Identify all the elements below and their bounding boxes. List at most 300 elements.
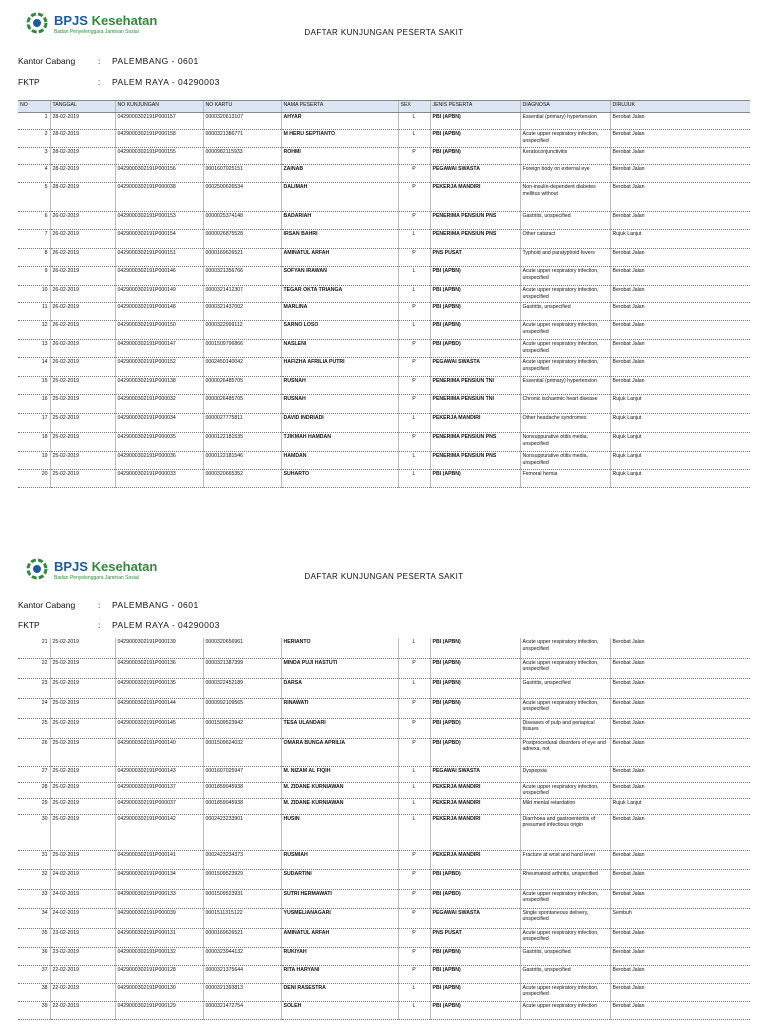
- row-nama-peserta: DALIMAH: [281, 183, 398, 212]
- row-sex: P: [398, 183, 430, 212]
- table-row: [18, 414, 750, 433]
- row-sex: P: [398, 249, 430, 267]
- col-header-no-kartu: NO KARTU: [203, 101, 281, 113]
- row-diagnosa: Gastritis, unspecified: [520, 947, 610, 965]
- row-tanggal: 25-02-2019: [50, 414, 115, 433]
- row-tanggal: 25-02-2019: [50, 798, 115, 814]
- row-no-kunjungan: 0429000302191P000129: [115, 1001, 203, 1019]
- row-tanggal: 25-02-2019: [50, 718, 115, 738]
- row-diagnosa: Non-insulin-dependent diabetes mellitus without: [520, 183, 610, 212]
- row-nama-peserta: IRSAN BAHRI: [281, 230, 398, 249]
- row-no: 23: [18, 678, 50, 698]
- row-tanggal: 28-02-2019: [50, 148, 115, 165]
- row-dirujuk: Berobat Jalan: [610, 889, 750, 908]
- row-jenis-peserta: PEKERJA MANDIRI: [430, 414, 520, 433]
- row-dirujuk: Berobat Jalan: [610, 983, 750, 1001]
- row-no: 5: [18, 183, 50, 212]
- row-sex: P: [398, 340, 430, 358]
- row-no-kunjungan: 0429000302191P000141: [115, 850, 203, 869]
- row-dirujuk: Berobat Jalan: [610, 340, 750, 358]
- row-sex: L: [398, 130, 430, 148]
- row-tanggal: 25-02-2019: [50, 470, 115, 488]
- row-nama-peserta: AMINATUL ARFAH: [281, 249, 398, 267]
- row-tanggal: 28-02-2019: [50, 130, 115, 148]
- row-diagnosa: Diarrhoea and gastroenteritis of presumed infectious origin: [520, 814, 610, 850]
- row-tanggal: 25-02-2019: [50, 814, 115, 850]
- row-no: 29: [18, 798, 50, 814]
- row-no-kunjungan: 0429000302191P000138: [115, 377, 203, 395]
- row-jenis-peserta: PBI (APBD): [430, 869, 520, 889]
- row-sex: P: [398, 965, 430, 983]
- row-jenis-peserta: PEGAWAI SWASTA: [430, 766, 520, 782]
- row-tanggal: 25-02-2019: [50, 698, 115, 718]
- row-sex: L: [398, 286, 430, 303]
- row-nama-peserta: M. ZIDANE KURNIAWAN: [281, 782, 398, 798]
- row-no-kunjungan: 0429000302191P000128: [115, 965, 203, 983]
- row-sex: L: [398, 452, 430, 470]
- row-sex: P: [398, 889, 430, 908]
- row-no-kartu: 0000169626521: [203, 928, 281, 947]
- row-tanggal: 25-02-2019: [50, 395, 115, 414]
- row-no-kunjungan: 0429000302191P000135: [115, 678, 203, 698]
- row-diagnosa: Keratoconjunctivitis: [520, 148, 610, 165]
- row-no: 1: [18, 113, 50, 130]
- row-no-kartu: 0000321393813: [203, 983, 281, 1001]
- row-dirujuk: Berobat Jalan: [610, 698, 750, 718]
- row-tanggal: 25-02-2019: [50, 766, 115, 782]
- table-row: [18, 965, 750, 983]
- row-no: 15: [18, 377, 50, 395]
- table-row: [18, 658, 750, 678]
- table-row: [18, 889, 750, 908]
- row-no-kunjungan: 0429000302191P000137: [115, 782, 203, 798]
- row-dirujuk: Berobat Jalan: [610, 718, 750, 738]
- row-tanggal: 25-02-2019: [50, 658, 115, 678]
- row-jenis-peserta: PBI (APBN): [430, 698, 520, 718]
- row-no-kunjungan: 0429000302191P000033: [115, 470, 203, 488]
- row-tanggal: 25-02-2019: [50, 850, 115, 869]
- row-tanggal: 25-02-2019: [50, 678, 115, 698]
- row-dirujuk: Berobat Jalan: [610, 267, 750, 286]
- row-tanggal: 28-02-2019: [50, 183, 115, 212]
- row-no: 38: [18, 983, 50, 1001]
- row-no: 30: [18, 814, 50, 850]
- row-sex: L: [398, 798, 430, 814]
- table-row: [18, 718, 750, 738]
- row-jenis-peserta: PEKERJA MANDIRI: [430, 814, 520, 850]
- row-diagnosa: Acute upper respiratory infection: [520, 1001, 610, 1019]
- row-no-kartu: 0001607025947: [203, 766, 281, 782]
- row-diagnosa: Essential (primary) hypertension: [520, 377, 610, 395]
- row-no-kartu: 0002423233901: [203, 814, 281, 850]
- table-row: [18, 452, 750, 470]
- row-diagnosa: Acute upper respiratory infection, unspecified: [520, 928, 610, 947]
- row-nama-peserta: RUSNAH: [281, 377, 398, 395]
- row-jenis-peserta: PBI (APBN): [430, 470, 520, 488]
- row-tanggal: 26-02-2019: [50, 321, 115, 340]
- row-tanggal: 25-02-2019: [50, 638, 115, 658]
- visits-table-page-2: [18, 638, 750, 1020]
- row-dirujuk: Rujuk Lanjut: [610, 395, 750, 414]
- table-row: [18, 798, 750, 814]
- row-no: 28: [18, 782, 50, 798]
- row-nama-peserta: M. ZIDANE KURNIAWAN: [281, 798, 398, 814]
- table-row: [18, 230, 750, 249]
- row-no: 31: [18, 850, 50, 869]
- row-no-kunjungan: 0429000302191P000143: [115, 766, 203, 782]
- row-sex: L: [398, 113, 430, 130]
- row-no-kunjungan: 0429000302191P000145: [115, 718, 203, 738]
- row-no-kunjungan: 0429000302191P000155: [115, 148, 203, 165]
- table-row: [18, 303, 750, 321]
- row-tanggal: 26-02-2019: [50, 249, 115, 267]
- row-diagnosa: Acute upper respiratory infection, unspecified: [520, 358, 610, 377]
- row-dirujuk: Berobat Jalan: [610, 738, 750, 766]
- row-jenis-peserta: PNS PUSAT: [430, 249, 520, 267]
- row-jenis-peserta: PBI (APBN): [430, 947, 520, 965]
- row-diagnosa: Acute upper respiratory infection, unspecified: [520, 658, 610, 678]
- row-nama-peserta: YUSMELIANAGARI: [281, 908, 398, 928]
- report-page-2: [0, 540, 768, 1024]
- row-no-kartu: 0001511315122: [203, 908, 281, 928]
- row-diagnosa: Other headache syndromes: [520, 414, 610, 433]
- row-no-kartu: 0000027775811: [203, 414, 281, 433]
- row-no: 10: [18, 286, 50, 303]
- row-nama-peserta: DAVID INDRIADI: [281, 414, 398, 433]
- row-diagnosa: Gastritis, unspecified: [520, 965, 610, 983]
- row-no-kunjungan: 0429000302191P000156: [115, 165, 203, 183]
- row-no-kartu: 0000321437002: [203, 303, 281, 321]
- row-sex: L: [398, 814, 430, 850]
- row-no: 32: [18, 869, 50, 889]
- row-sex: P: [398, 212, 430, 230]
- col-header-no-kunjungan: NO KUNJUNGAN: [115, 101, 203, 113]
- row-diagnosa: Chronic ischaemic heart disease: [520, 395, 610, 414]
- row-no: 13: [18, 340, 50, 358]
- row-sex: L: [398, 983, 430, 1001]
- row-jenis-peserta: PBI (APBN): [430, 638, 520, 658]
- row-dirujuk: Berobat Jalan: [610, 130, 750, 148]
- row-no-kartu: 0001509523942: [203, 718, 281, 738]
- row-no-kartu: 0000122181546: [203, 452, 281, 470]
- row-no: 39: [18, 1001, 50, 1019]
- row-no: 36: [18, 947, 50, 965]
- col-header-diagnosa: DIAGNOSA: [520, 101, 610, 113]
- row-dirujuk: Berobat Jalan: [610, 928, 750, 947]
- row-dirujuk: Berobat Jalan: [610, 658, 750, 678]
- row-no: 24: [18, 698, 50, 718]
- row-tanggal: 24-02-2019: [50, 869, 115, 889]
- row-diagnosa: Acute upper respiratory infection, unspecified: [520, 267, 610, 286]
- row-nama-peserta: RITA HARYANI: [281, 965, 398, 983]
- table-row: [18, 814, 750, 850]
- row-tanggal: 28-02-2019: [50, 113, 115, 130]
- table-row: [18, 908, 750, 928]
- row-nama-peserta: MINDA PUJI HASTUTI: [281, 658, 398, 678]
- row-sex: P: [398, 148, 430, 165]
- row-no-kunjungan: 0429000302191P000148: [115, 303, 203, 321]
- row-no-kartu: 0000992109565: [203, 698, 281, 718]
- row-no-kunjungan: 0429000302191P000144: [115, 698, 203, 718]
- row-diagnosa: Single spontaneous delivery, unspecified: [520, 908, 610, 928]
- row-jenis-peserta: PBI (APBD): [430, 340, 520, 358]
- row-no-kartu: 0002500626534: [203, 183, 281, 212]
- row-nama-peserta: RUSNAH: [281, 395, 398, 414]
- row-jenis-peserta: PBI (APBN): [430, 148, 520, 165]
- row-no-kartu: 0000320613107: [203, 113, 281, 130]
- row-diagnosa: Essential (primary) hypertension: [520, 113, 610, 130]
- row-nama-peserta: SUHARTO: [281, 470, 398, 488]
- row-no-kartu: 0000026875528: [203, 230, 281, 249]
- row-nama-peserta: MARLINA: [281, 303, 398, 321]
- row-no: 7: [18, 230, 50, 249]
- row-sex: P: [398, 358, 430, 377]
- row-sex: P: [398, 395, 430, 414]
- row-no-kartu: 0000322452189: [203, 678, 281, 698]
- row-nama-peserta: NASLENI: [281, 340, 398, 358]
- brand-subtitle: Badan Penyelenggara Jaminan Sosial: [54, 29, 139, 35]
- row-dirujuk: Berobat Jalan: [610, 377, 750, 395]
- row-nama-peserta: HAMDAN: [281, 452, 398, 470]
- row-no-kunjungan: 0429000302191P000157: [115, 113, 203, 130]
- row-diagnosa: Other cataract: [520, 230, 610, 249]
- row-nama-peserta: BADARIAH: [281, 212, 398, 230]
- row-dirujuk: Berobat Jalan: [610, 638, 750, 658]
- row-no-kunjungan: 0429000302191P000152: [115, 358, 203, 377]
- row-dirujuk: Berobat Jalan: [610, 947, 750, 965]
- table-row: [18, 638, 750, 658]
- row-dirujuk: Berobat Jalan: [610, 321, 750, 340]
- row-nama-peserta: TESA ULANDARI: [281, 718, 398, 738]
- row-dirujuk: Rujuk Lanjut: [610, 452, 750, 470]
- row-tanggal: 25-02-2019: [50, 738, 115, 766]
- row-jenis-peserta: PENERIMA PENSIUN PNS: [430, 452, 520, 470]
- table-body-page-2: [18, 638, 750, 1019]
- col-header-sex: SEX: [398, 101, 430, 113]
- row-no: 22: [18, 658, 50, 678]
- row-nama-peserta: RINAWATI: [281, 698, 398, 718]
- visits-table-page-1: [18, 100, 750, 488]
- row-no: 17: [18, 414, 50, 433]
- table-row: [18, 698, 750, 718]
- row-no: 3: [18, 148, 50, 165]
- fktp-row: FKTP : PALEM RAYA - 04290003: [18, 77, 220, 87]
- row-no-kunjungan: 0429000302191P000034: [115, 414, 203, 433]
- table-row: [18, 947, 750, 965]
- row-tanggal: 22-02-2019: [50, 965, 115, 983]
- row-nama-peserta: SARNO LOSO: [281, 321, 398, 340]
- row-no-kartu: 0001509523929: [203, 869, 281, 889]
- row-no: 33: [18, 889, 50, 908]
- row-no-kunjungan: 0429000302191P000142: [115, 814, 203, 850]
- brand-name: BPJS Kesehatan: [54, 13, 158, 28]
- row-nama-peserta: DARSA: [281, 678, 398, 698]
- table-row: [18, 183, 750, 212]
- row-dirujuk: Berobat Jalan: [610, 165, 750, 183]
- table-row: [18, 130, 750, 148]
- row-no-kunjungan: 0429000302191P000133: [115, 889, 203, 908]
- row-no-kartu: 0000122181535: [203, 433, 281, 452]
- row-diagnosa: Acute upper respiratory infection, unspecified: [520, 698, 610, 718]
- table-row: [18, 321, 750, 340]
- row-no-kunjungan: 0429000302191P000036: [115, 452, 203, 470]
- kantor-cabang-row: Kantor Cabang : PALEMBANG - 0601: [18, 600, 199, 610]
- row-tanggal: 26-02-2019: [50, 230, 115, 249]
- row-no-kunjungan: 0429000302191P000153: [115, 212, 203, 230]
- row-jenis-peserta: PEKERJA MANDIRI: [430, 782, 520, 798]
- row-diagnosa: Gastritis, unspecified: [520, 303, 610, 321]
- row-tanggal: 28-02-2019: [50, 165, 115, 183]
- table-row: [18, 377, 750, 395]
- row-jenis-peserta: PEGAWAI SWASTA: [430, 358, 520, 377]
- row-sex: P: [398, 377, 430, 395]
- row-no-kartu: 0000321375644: [203, 965, 281, 983]
- row-no-kartu: 0001607025151: [203, 165, 281, 183]
- row-tanggal: 22-02-2019: [50, 983, 115, 1001]
- row-jenis-peserta: PBI (APBN): [430, 286, 520, 303]
- row-jenis-peserta: PBI (APBD): [430, 889, 520, 908]
- row-no-kartu: 0000321387399: [203, 658, 281, 678]
- row-nama-peserta: SOFYAN IRAWAN: [281, 267, 398, 286]
- row-nama-peserta: DENI RASESTRA: [281, 983, 398, 1001]
- row-no-kunjungan: 0429000302191P000139: [115, 638, 203, 658]
- row-no: 20: [18, 470, 50, 488]
- row-jenis-peserta: PBI (APBD): [430, 738, 520, 766]
- row-diagnosa: Postprocedural disorders of eye and adnexa, not: [520, 738, 610, 766]
- row-no-kunjungan: 0429000302191P000132: [115, 947, 203, 965]
- row-no-kartu: 0002423234373: [203, 850, 281, 869]
- row-no-kunjungan: 0429000302191P000035: [115, 433, 203, 452]
- row-jenis-peserta: PENERIMA PENSIUN TNI: [430, 377, 520, 395]
- row-dirujuk: Rujuk Lanjut: [610, 470, 750, 488]
- row-sex: P: [398, 165, 430, 183]
- table-row: [18, 113, 750, 130]
- row-sex: P: [398, 928, 430, 947]
- row-jenis-peserta: PBI (APBN): [430, 321, 520, 340]
- row-dirujuk: Rujuk Lanjut: [610, 230, 750, 249]
- brand-name: BPJS Kesehatan: [54, 559, 158, 574]
- row-tanggal: 26-02-2019: [50, 303, 115, 321]
- row-dirujuk: Berobat Jalan: [610, 148, 750, 165]
- row-sex: P: [398, 850, 430, 869]
- row-dirujuk: Berobat Jalan: [610, 766, 750, 782]
- row-jenis-peserta: PBI (APBN): [430, 113, 520, 130]
- row-dirujuk: Rujuk Lanjut: [610, 798, 750, 814]
- row-no-kunjungan: 0429000302191P000147: [115, 340, 203, 358]
- row-jenis-peserta: PEKERJA MANDIRI: [430, 798, 520, 814]
- row-dirujuk: Berobat Jalan: [610, 850, 750, 869]
- row-jenis-peserta: PBI (APBD): [430, 718, 520, 738]
- row-diagnosa: Typhoid and paratyphoid fevers: [520, 249, 610, 267]
- table-row: [18, 165, 750, 183]
- row-sex: P: [398, 947, 430, 965]
- row-nama-peserta: TJIKMAH HAMDAN: [281, 433, 398, 452]
- row-sex: P: [398, 303, 430, 321]
- row-jenis-peserta: PBI (APBN): [430, 658, 520, 678]
- fktp-row: FKTP : PALEM RAYA - 04290003: [18, 620, 220, 630]
- row-no-kunjungan: 0429000302191P000039: [115, 908, 203, 928]
- row-nama-peserta: AHYAR: [281, 113, 398, 130]
- row-nama-peserta: RUKIYAH: [281, 947, 398, 965]
- row-diagnosa: Acute upper respiratory infection, unspecified: [520, 638, 610, 658]
- row-no-kartu: 0000321386771: [203, 130, 281, 148]
- table-row: [18, 1001, 750, 1019]
- row-dirujuk: Rujuk Lanjut: [610, 414, 750, 433]
- row-jenis-peserta: PEKERJA MANDIRI: [430, 183, 520, 212]
- row-diagnosa: Gastritis, unspecified: [520, 212, 610, 230]
- row-jenis-peserta: PEGAWAI SWASTA: [430, 165, 520, 183]
- row-nama-peserta: HAFIZHA AFRILIA PUTRI: [281, 358, 398, 377]
- row-sex: L: [398, 230, 430, 249]
- row-nama-peserta: SUTRI HERMAWATI: [281, 889, 398, 908]
- row-no-kartu: 0001859045938: [203, 798, 281, 814]
- row-no-kunjungan: 0429000302191P000149: [115, 286, 203, 303]
- table-header-row: [18, 101, 750, 113]
- row-no: 8: [18, 249, 50, 267]
- col-header-no: NO: [18, 101, 50, 113]
- table-row: [18, 470, 750, 488]
- row-tanggal: 24-02-2019: [50, 908, 115, 928]
- row-tanggal: 25-02-2019: [50, 377, 115, 395]
- col-header-tanggal: TANGGAL: [50, 101, 115, 113]
- table-row: [18, 983, 750, 1001]
- row-no: 37: [18, 965, 50, 983]
- row-sex: P: [398, 718, 430, 738]
- row-no: 9: [18, 267, 50, 286]
- row-tanggal: 25-02-2019: [50, 452, 115, 470]
- row-dirujuk: Rujuk Lanjut: [610, 433, 750, 452]
- row-no: 12: [18, 321, 50, 340]
- row-diagnosa: Acute upper respiratory infection, unspecified: [520, 321, 610, 340]
- row-dirujuk: Berobat Jalan: [610, 782, 750, 798]
- row-tanggal: 26-02-2019: [50, 340, 115, 358]
- row-no-kartu: 0000026485705: [203, 377, 281, 395]
- row-no-kunjungan: 0429000302191P000038: [115, 183, 203, 212]
- table-row: [18, 738, 750, 766]
- row-no-kartu: 0000321412307: [203, 286, 281, 303]
- row-nama-peserta: SUDARTINI: [281, 869, 398, 889]
- row-nama-peserta: M. NIZAM AL FIQIH: [281, 766, 398, 782]
- row-jenis-peserta: PENERIMA PENSIUN PNS: [430, 212, 520, 230]
- row-no-kartu: 0000321472754: [203, 1001, 281, 1019]
- row-nama-peserta: ROHMI: [281, 148, 398, 165]
- row-jenis-peserta: PBI (APBN): [430, 267, 520, 286]
- row-dirujuk: Berobat Jalan: [610, 869, 750, 889]
- row-no-kunjungan: 0429000302191P000154: [115, 230, 203, 249]
- row-sex: P: [398, 658, 430, 678]
- table-row: [18, 395, 750, 414]
- row-no: 14: [18, 358, 50, 377]
- kantor-cabang-row: Kantor Cabang : PALEMBANG - 0601: [18, 56, 199, 66]
- table-row: [18, 286, 750, 303]
- row-diagnosa: Femoral hernia: [520, 470, 610, 488]
- row-dirujuk: Berobat Jalan: [610, 249, 750, 267]
- row-diagnosa: Rheumatoid arthritis, unspecified: [520, 869, 610, 889]
- row-sex: L: [398, 766, 430, 782]
- row-no-kunjungan: 0429000302191P000134: [115, 869, 203, 889]
- row-sex: L: [398, 267, 430, 286]
- row-no-kartu: 0000026485705: [203, 395, 281, 414]
- row-jenis-peserta: PBI (APBN): [430, 130, 520, 148]
- row-jenis-peserta: PBI (APBN): [430, 303, 520, 321]
- row-dirujuk: Berobat Jalan: [610, 286, 750, 303]
- row-no: 25: [18, 718, 50, 738]
- row-diagnosa: Foreign body on external eye: [520, 165, 610, 183]
- row-jenis-peserta: PBI (APBN): [430, 965, 520, 983]
- brand-subtitle: Badan Penyelenggara Jaminan Sosial: [54, 575, 139, 581]
- row-no: 35: [18, 928, 50, 947]
- row-sex: P: [398, 433, 430, 452]
